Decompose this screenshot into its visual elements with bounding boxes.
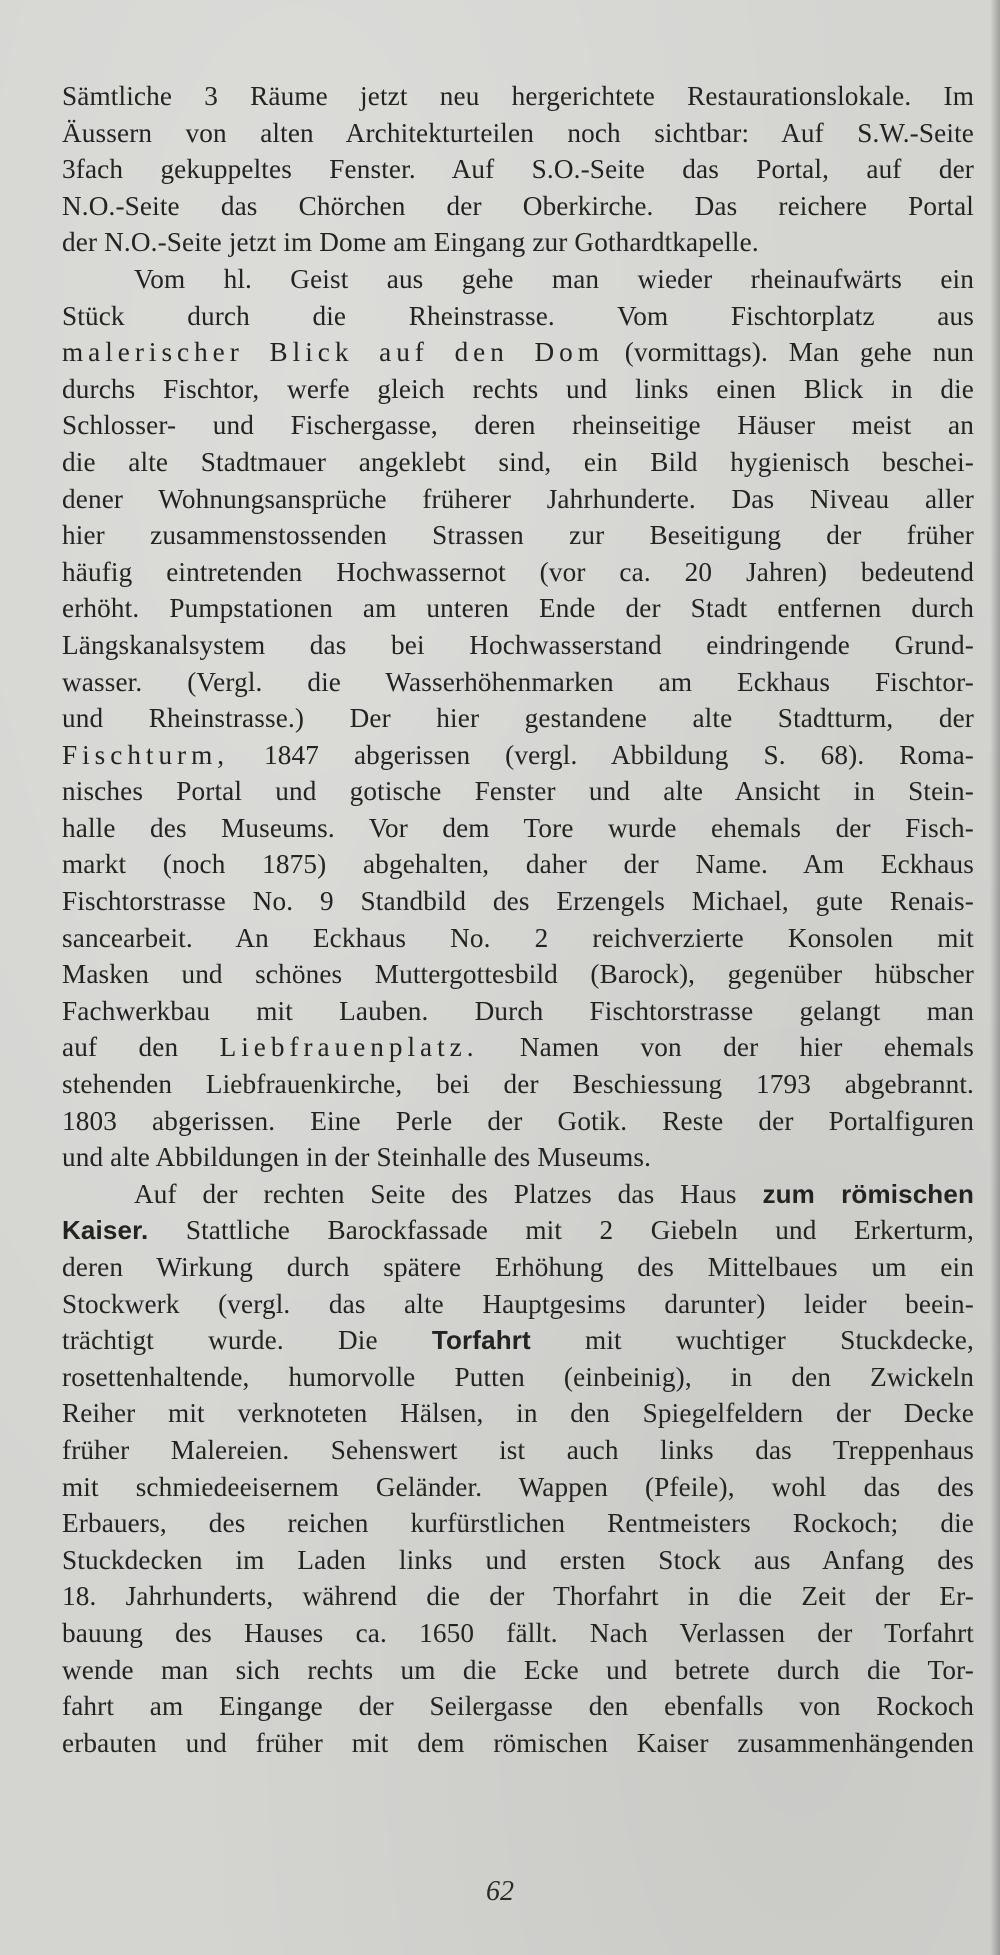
text-line: rosettenhaltende, humorvolle Putten (einbeinig), in den Zwickeln (62, 1361, 974, 1392)
text-fragment: auf den (62, 1032, 179, 1063)
text-line (62, 1029, 974, 1066)
bold-term: Torfahrt (431, 1325, 531, 1356)
text-fragment: trächtigt wurde. Die (62, 1325, 378, 1356)
text-line: halle des Museums. Vor dem Tore wurde ehemals der Fisch- (62, 812, 974, 843)
text-line: stehenden Liebfrauenkirche, bei der Beschiessung 1793 abgebrannt. (62, 1069, 974, 1100)
spaced-phrase: malerischer Blick auf den Dom (62, 337, 604, 368)
text-line: wasser. (Vergl. die Wasserhöhenmarken am Eckhaus Fischtor- (62, 666, 974, 697)
text-line: 1803 abgerissen. Eine Perle der Gotik. Reste der Portalfiguren (62, 1105, 974, 1136)
text-line (62, 1322, 974, 1359)
text-line: Fischtorstrasse No. 9 Standbild des Erzengels Michael, gute Renais- (62, 886, 974, 917)
text-line: hier zusammenstossenden Strassen zur Beseitigung der früher (62, 520, 974, 551)
text-line: Masken und schönes Muttergottesbild (Barock), gegenüber hübscher (62, 959, 974, 990)
text-line: N.O.-Seite das Chörchen der Oberkirche. Das reichere Portal (62, 190, 974, 221)
text-line: der N.O.-Seite jetzt im Dome am Eingang zur Gothardtkapelle. (62, 227, 759, 258)
text-line: wende man sich rechts um die Ecke und betrete durch die Tor- (62, 1654, 974, 1685)
text-line: 18. Jahrhunderts, während die der Thorfahrt in die Zeit der Er- (62, 1581, 974, 1612)
text-line: Vom hl. Geist aus gehe man wieder rheinaufwärts ein (134, 263, 974, 294)
text-fragment: Auf der rechten Seite des Platzes das Haus (134, 1178, 737, 1209)
text-line: Schlosser- und Fischergasse, deren rheinseitige Häuser meist an (62, 410, 974, 441)
text-line: erhöht. Pumpstationen am unteren Ende der Stadt entfernen durch (62, 593, 974, 624)
text-line: sancearbeit. An Eckhaus No. 2 reichverzierte Konsolen mit (62, 922, 974, 953)
text-fragment: Namen von der hier ehemals (519, 1032, 974, 1063)
text-line: dener Wohnungsansprüche früherer Jahrhunderte. Das Niveau aller (62, 483, 974, 514)
text-line: häufig eintretenden Hochwassernot (vor ca. 20 Jahren) bedeutend (62, 556, 974, 587)
page-edge-shadow (990, 0, 1000, 1955)
text-line: Fachwerkbau mit Lauben. Durch Fischtorstrasse gelangt man (62, 995, 974, 1026)
text-line: Längskanalsystem das bei Hochwasserstand eindringende Grund- (62, 629, 974, 660)
text-line: früher Malereien. Sehenswert ist auch links das Treppenhaus (62, 1434, 974, 1465)
text-line (62, 1212, 974, 1249)
text-fragment: 1847 abgerissen (vergl. Abbildung S. 68). Roma- (264, 739, 974, 770)
text-line: Erbauers, des reichen kurfürstlichen Rentmeisters Rockoch; die (62, 1508, 974, 1539)
text-line: fahrt am Eingange der Seilergasse den ebenfalls von Rockoch (62, 1691, 974, 1722)
text-fragment: mit wuchtiger Stuckdecke, (585, 1325, 974, 1356)
page-number: 62 (486, 1876, 514, 1907)
text-line: Äussern von alten Architekturteilen noch sichtbar: Auf S.W.-Seite (62, 117, 974, 148)
text-line: markt (noch 1875) abgehalten, daher der Name. Am Eckhaus (62, 849, 974, 880)
text-line: Stockwerk (vergl. das alte Hauptgesims darunter) leider beein- (62, 1288, 974, 1319)
text-line: mit schmiedeeisernem Geländer. Wappen (Pfeile), wohl das des (62, 1471, 974, 1502)
text-line: 3fach gekuppeltes Fenster. Auf S.O.-Seite das Portal, auf der (62, 154, 974, 185)
text-line: deren Wirkung durch spätere Erhöhung des Mittelbaues um ein (62, 1252, 974, 1282)
spaced-term: Liebfrauenplatz. (219, 1032, 479, 1063)
text-line: nisches Portal und gotische Fenster und alte Ansicht in Stein- (62, 776, 974, 807)
text-line (62, 737, 974, 774)
bold-term: Kaiser. (62, 1215, 149, 1246)
body-text (62, 78, 974, 1761)
text-line (62, 334, 974, 371)
text-line: Stück durch die Rheinstrasse. Vom Fischtorplatz aus (62, 300, 974, 331)
text-line: Reiher mit verknoteten Hälsen, in den Spiegelfeldern der Decke (62, 1398, 974, 1429)
text-line: erbauten und früher mit dem römischen Kaiser zusammenhängenden (62, 1727, 974, 1758)
spaced-term: Fischturm, (62, 739, 230, 770)
text-line: und Rheinstrasse.) Der hier gestandene alte Stadtturm, der (62, 703, 974, 734)
text-fragment: (vormittags). Man gehe nun (624, 337, 974, 368)
text-line: bauung des Hauses ca. 1650 fällt. Nach Verlassen der Torfahrt (62, 1617, 974, 1648)
text-line: Sämtliche 3 Räume jetzt neu hergerichtete Restaurationslokale. Im (62, 81, 974, 111)
text-line: Stuckdecken im Laden links und ersten Stock aus Anfang des (62, 1544, 974, 1575)
text-line: und alte Abbildungen in der Steinhalle des Museums. (62, 1142, 652, 1173)
text-line (62, 1176, 974, 1213)
bold-term: zum römischen (762, 1178, 974, 1209)
text-line: durchs Fischtor, werfe gleich rechts und links einen Blick in die (62, 373, 974, 404)
text-fragment: Stattliche Barockfassade mit 2 Giebeln und Erkerturm, (185, 1215, 974, 1246)
text-line: die alte Stadtmauer angeklebt sind, ein Bild hygienisch beschei- (62, 446, 974, 477)
